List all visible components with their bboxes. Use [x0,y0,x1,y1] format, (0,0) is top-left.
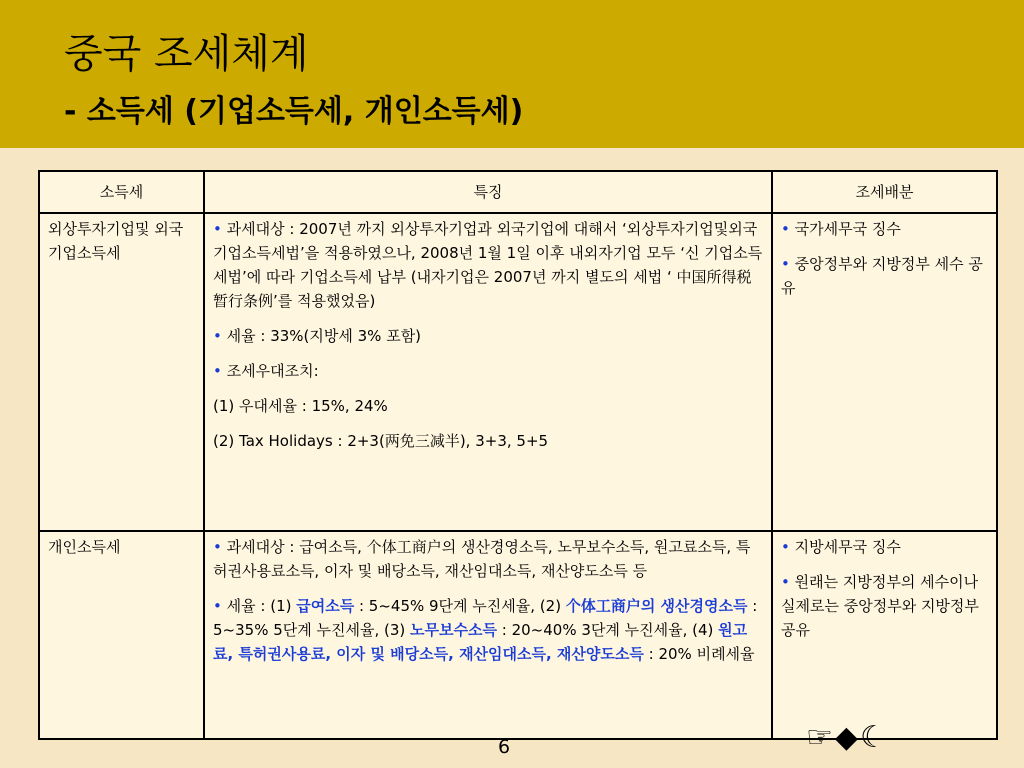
table-row [39,531,997,739]
slide-subtitle: - 소득세 (기업소득세, 개인소득세) [64,94,524,129]
feature-item: • 과세대상 : 2007년 까지 외상투자기업과 외국기업에 대해서 ‘외상투자기업및외국기업소득세법’을 적용하였으나, 2008년 1월 1일 이후 내외자기업 모두 ‘신 기업소득세법’에 따라 기업소득세 납부 (내자기업은 2007년 까지 별도의 세법 ‘ 中国所得税暂行条例’를 적용했었음) [213,220,763,310]
header-allocation: 조세배분 [772,171,997,213]
title-band [0,0,1024,148]
feature-item: (2) Tax Holidays : 2+3(两免三减半), 3+3, 5+5 [213,432,549,450]
row-name-foreign: 외상투자기업및 외국기업소득세 [39,213,204,531]
income-tax-table [38,170,998,740]
header-income-tax: 소득세 [39,171,204,213]
allocation-item: • 원래는 지방정부의 세수이나 실제로는 중앙정부와 지방정부 공유 [781,573,979,639]
allocation-item: • 국가세무국 징수 [781,220,901,238]
allocation-individual [772,531,997,739]
allocation-item: • 중앙정부와 지방정부 세수 공유 [781,255,983,297]
table-row [39,213,997,531]
feature-item: (1) 우대세율 : 15%, 24% [213,397,388,415]
feature-item: • 조세우대조치: [213,362,319,380]
row-name-individual: 개인소득세 [39,531,204,739]
features-foreign [204,213,772,531]
header-features: 특징 [204,171,772,213]
feature-item: • 세율 : 33%(지방세 3% 포함) [213,327,422,345]
features-individual [204,531,772,739]
table-header-row [39,171,997,213]
allocation-foreign [772,213,997,531]
feature-item: • 세율 : (1) 급여소득 : 5~45% 9단계 누진세율, (2) 个体工商户의 생산경영소득 : 5~35% 5단계 누진세율, (3) 노무보수소득 : 20~40% 3단계 누진세율, (4) 원고료, 특허권사용료, 이자 및 배당소득, 재산임대소득, 재산양도소득 : 20% 비례세율 [213,597,758,663]
feature-item: • 과세대상 : 급여소득, 个体工商户의 생산경영소득, 노무보수소득, 원고료소득, 특허권사용료소득, 이자 및 배당소득, 재산임대소득, 재산양도소득 등 [213,538,751,580]
page-number: 6 [498,736,511,758]
slide-title: 중국 조세체계 [64,31,309,77]
decorative-glyph-icons: ☞◆☾ [806,720,889,755]
allocation-item: • 지방세무국 징수 [781,538,901,556]
